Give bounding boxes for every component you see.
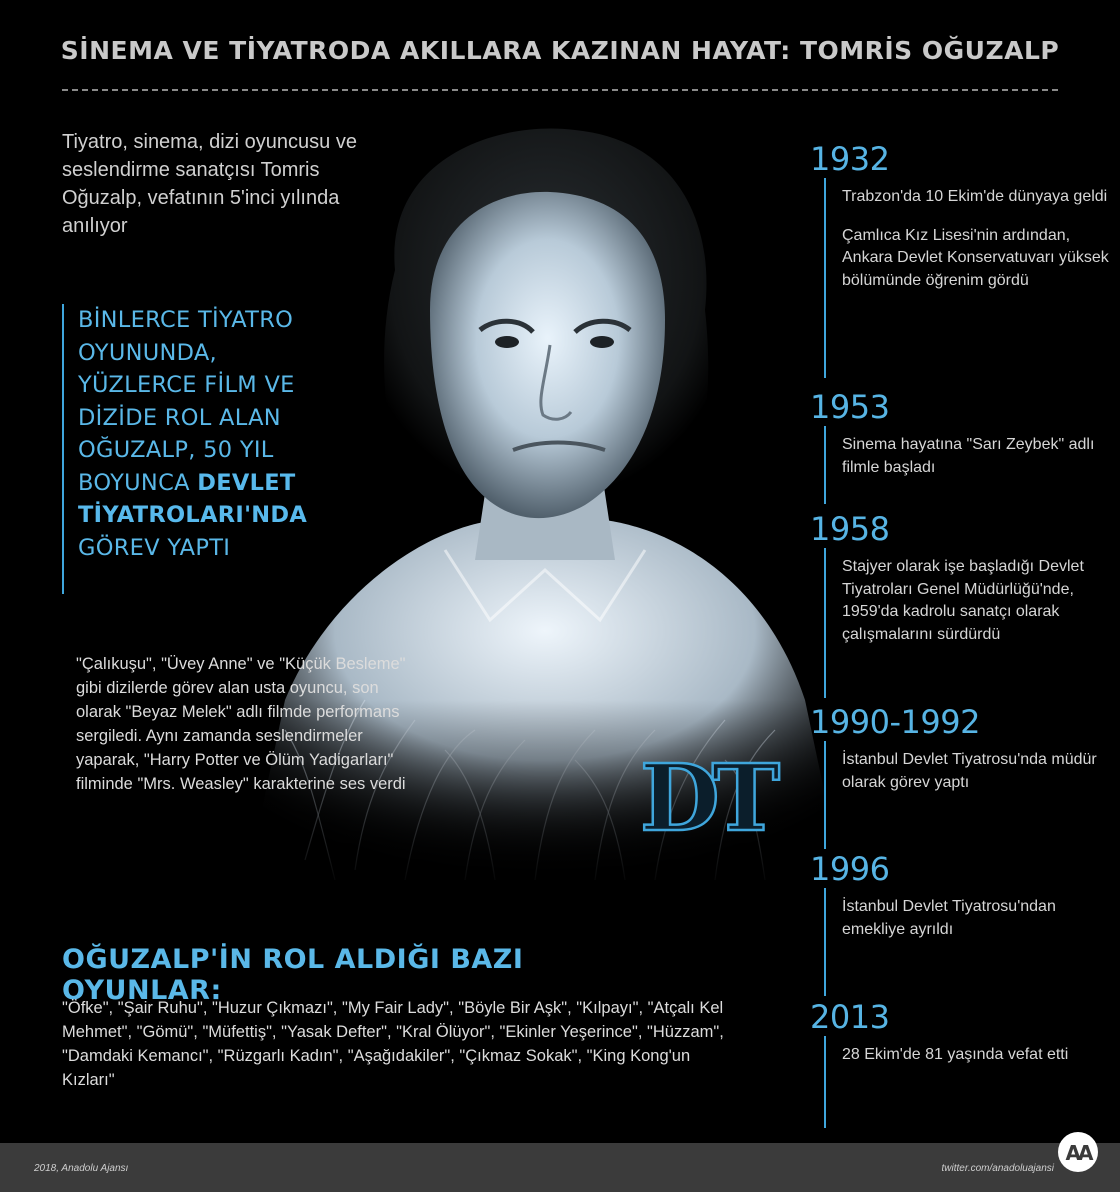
timeline-body <box>824 178 1110 378</box>
timeline-text: Stajyer olarak işe başladığı Devlet Tiyatroları Genel Müdürlüğü'nde, 1959'da kadrolu sanatçı olarak çalışmalarını sürdürdü <box>842 558 1084 643</box>
timeline-text: Trabzon'da 10 Ekim'de dünyaya geldi <box>842 188 1108 205</box>
timeline-year: 2013 <box>810 998 890 1036</box>
intro-text: Tiyatro, sinema, dizi oyuncusu ve seslendirme sanatçısı Tomris Oğuzalp, vefatının 5'inci yılında anılıyor <box>62 131 357 237</box>
timeline-item <box>810 140 1110 378</box>
timeline-item <box>810 998 1110 1128</box>
timeline-body <box>824 888 1110 996</box>
timeline-year: 1990-1992 <box>810 703 980 741</box>
timeline-text: İstanbul Devlet Tiyatrosu'ndan emekliye ayrıldı <box>842 898 1056 938</box>
twitter-link[interactable]: twitter.com/anadoluajansi <box>941 1163 1054 1174</box>
timeline-year: 1953 <box>810 388 890 426</box>
highlight-quote <box>62 304 332 594</box>
timeline-text: Çamlıca Kız Lisesi'nin ardından, Ankara Devlet Konservatuvarı yüksek bölümünde öğrenim gördü <box>842 226 1109 289</box>
anadolu-ajansi-logo <box>1056 1130 1100 1174</box>
quote-part-2: GÖREV YAPTI <box>78 534 231 561</box>
timeline-item <box>810 850 1110 996</box>
page-title: SİNEMA VE TİYATRODA AKILLARA KAZINAN HAYAT: TOMRİS OĞUZALP <box>60 36 1060 65</box>
timeline-body <box>824 1036 1110 1128</box>
timeline-text: Sinema hayatına "Sarı Zeybek" adlı filmle başladı <box>842 436 1095 476</box>
timeline-item <box>810 510 1110 698</box>
quote-part-1: BİNLERCE TİYATRO OYUNUNDA, YÜZLERCE FİLM VE DİZİDE ROL ALAN OĞUZALP, 50 YIL BOYUNCA <box>78 307 295 496</box>
timeline-item <box>810 703 1110 849</box>
copyright-text: 2018, Anadolu Ajansı <box>34 1163 129 1174</box>
timeline-body <box>824 548 1110 698</box>
plays-list: "Öfke", "Şair Ruhu", "Huzur Çıkmazı", "My Fair Lady", "Böyle Bir Aşk", "Kılpayı", "Atçalı Kel Mehmet", "Gömü", "Müfettiş", "Yasak Defter", "Kral Ölüyor", "Ekinler Yeşerince", "Hüzzam", "Damdaki Kemancı", "Rüzgarlı Kadın", "Aşağıdakiler", "Çıkmaz Sokak", "King Kong'un Kızları" <box>62 999 724 1089</box>
timeline-item <box>810 388 1110 504</box>
timeline-body <box>824 741 1110 849</box>
devlet-tiyatrolari-logo <box>628 752 788 840</box>
timeline-year: 1958 <box>810 510 890 548</box>
svg-text:DT: DT <box>639 752 773 840</box>
timeline-text: 28 Ekim'de 81 yaşında vefat etti <box>842 1046 1069 1063</box>
plays-heading: OĞUZALP'İN ROL ALDIĞI BAZI OYUNLAR: <box>62 944 524 1006</box>
svg-text:AA: AA <box>1065 1141 1091 1165</box>
timeline-year: 1996 <box>810 850 890 888</box>
timeline-year: 1932 <box>810 140 890 178</box>
title-divider <box>62 89 1058 91</box>
timeline <box>810 140 1110 1100</box>
footer-bar <box>0 1143 1120 1192</box>
quote-bold: DEVLET TİYATROLARI'NDA <box>78 469 308 528</box>
quote-text <box>78 304 332 564</box>
timeline-body <box>824 426 1110 504</box>
timeline-text: İstanbul Devlet Tiyatrosu'nda müdür olarak görev yaptı <box>842 751 1097 791</box>
series-text: "Çalıkuşu", "Üvey Anne" ve "Küçük Besleme" gibi dizilerde görev alan usta oyuncu, son olarak "Beyaz Melek" adlı filmde performans sergiledi. Aynı zamanda seslendirmeler yaparak, "Harry Potter ve Ölüm Yadigarları" filminde "Mrs. Weasley" karakterine ses verdi <box>76 655 406 793</box>
